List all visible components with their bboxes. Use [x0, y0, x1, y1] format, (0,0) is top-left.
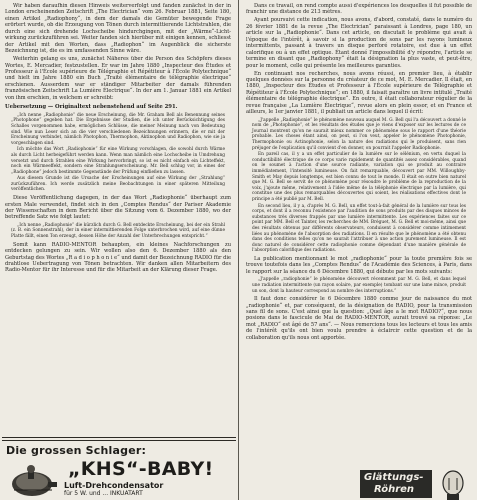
french-paragraph-3: En continuant nos recherches, nous avons réussi, en premier lieu, à établir quelques données sur la personne du créateur de ce mot, M. E. Mercadier. Il était, en 1880, „Inspecteur des Études et Professeur à l'École supérieure de Télégraphie et Répétiteur à l'École Polytechnique“; en 1880, il faisait paraître un livre intitulé „Traité élémentaire de télégraphie électrique“. En outre, il était collaborateur régulier de la revue française „La Lumière Électrique“, revue alors en plein essor, et en France et ailleurs, le 1er janvier 1881, il publiait un article dans lequel il écrit:: [246, 70, 472, 116]
german-paragraph-2: Weiterhin gelang es uns, zunächst Näheres über die Person des Schöpfers dieses Wortes, E. Mercadier, festzustellen. Er war im Jahre 1880 „Inspecteur des Études et Professeur à l'École supérieure de Télégraphie et Répétiteur à l'École Polytechnique“ und hielt im Jahre 1880 ein Buch „Traité élémentaire de télégraphie électrique“ erschienen. Ausserdem war er ständiger Mitarbeiter der damals führenden französischen Zeitschrift La Lumière Électrique“. In der am 1. Januar 1881 ein Artikel von ihm erschien, in welchem er schreibt:: [5, 56, 231, 101]
column-divider: [238, 0, 239, 500]
french-column: [246, 0, 472, 500]
french-comptes-quote: [252, 277, 466, 294]
german-quote-para-3: Aus diesem Grunde ist die Ursache der Erscheinungen auf eine Wirkung der „Strahlung“ zurückzuführen. Ich werde zusätzlich meine Beobachtungen in einer späteren Mitteilung veröffentlichen.: [11, 176, 225, 193]
german-paragraph-4: Somit kann RADIO-MENTOR behaupten, ein kleines Nachforschungen zu entdecken gelungen zu sein. Wir wollen also den 6. Dezember 1880 als den Geburtstag des Wortes „R a d i o p h o n i e“ und damit der Bezeichnung RADIO für die drahtlose Uebertragung von Tönen betrachten. Wir danken allen Mitarbeitern des Radio-Mentor für ihr Interesse und für die Mitarbeit an der Klärung dieser Frage.: [5, 241, 231, 274]
german-column: [5, 0, 231, 500]
french-comptes-quote-text: „J'appelle „radiophonie“ le phénomène découvert récemment par M. G. Bell, et dans lequel une radiation intermittente (un rayon solaire, par exemple) tombant sur une lame mince, produit un son, dont la hauteur correspond au nombre des interruptions.“: [252, 277, 466, 294]
ad-banner-line-1: Glättungs-: [364, 472, 424, 483]
french-paragraph-2: Ayant poursuivi cette indication, nous avons, d'abord, constaté, dans le numéro du 26 février 1881 de la revue „The Electrician“ paraissant à Londres, page 180, un article sur la „Radiophonie“. Dans cet article, on discutait le problème qui avait à l'époque de l'intérêt, à savoir si la production de sons par les rayons lumineux intermittents, passant à travers un disque perforé rotatoire, est due à un effet calorifique ou à un effet optique. Étant donné l'impossibilité d'y répondre, l'article se termine en disant que „Radiophony“ était la désignation la plus vaste, et peut-être, pour le moment, celle qui présente les meilleures garanties.: [246, 17, 472, 69]
french-quote-para-3: En second lieu, il y a, d'après M. G. Bell, un effet tout-à-fait général de la lumière sur tous les corps, et dont il a reconnu l'existence par l'audition de sons produits par des disques minces de substances très diverses frappés par une lumière intermittente. Les expériences faites sur ce point par MM. Bell et Tainter, les recherches de MM. Bréguet, M. G. Bell et moi-même, ainsi que des résultats obtenus par différents observateurs, conduisent à considérer comme intimement liées au phénomène de l'absorption des radiations. Il en résulte que le phénomène a été obtenu dans des conditions telles qu'on ne saurait l'attribuer à une action purement lumineuse. Il est donc naturel de considérer cette radiophonie comme dépendant d'une manière générale de l'absorption calorifique des radiations.: [252, 203, 466, 254]
french-quote-para-2: En pareil cas, il y a un effet particulier de la lumière sur le sélénium, en vertu duquel la conductibilité électrique de ce corps varie rapidement de quantités assez considérables, quand on le soumet à l'action d'une source radiante, variation qui se produit au contraire immédiatement, l'intensité lumineuse. On fait remarquable, découvert par MM. Willoughby-Smith et May depuis longtemps, est bien connu de tout le monde. Il était en outre bien naturel que M. G. Bell se servit de ce phénomène pour résoudre le problème de la reproduction de la voix, j'ajoute même, relativement à l'idée même de la téléphonie électrique par la lumière, qui constitue une des plus remarquables découvertes qui soient, les réalisations effectives dont le principe a été publié par M. Bell.: [252, 152, 466, 203]
french-quote-para-1: „J'appelle „Radiophonie“ le phénomène nouveau auquel M. G. Bell qui l'a découvert a donné le nom de „Photophonie“, et les résultats des études que je viens d'exposer sur les lectures de ce Journal montrent qu'on ne saurait mieux nommer ce phénomène sous le rapport d'une théorie probable. Les choses étant ainsi, on peut, si l'on veut, appeler le phénomène Photophonie, Thermophonie ou Actinophonie, selon la nature des radiations qui le produisent, sans rien préjuger de l'explication qu'il convient d'en donner, on pourrait l'appeler Radiophonie.: [252, 117, 466, 151]
ad-brand: „KHS“-BABY!: [68, 458, 214, 480]
french-paragraph-5: Il faut donc considérer le 6 Décembre 1880 comme jour de naissance du mot „radiophonie“ et, par conséquent, de la désignation de RADIO, pour la transmission sans fil de sons. C'est ainsi que la question: „Quel âge a le mot RADIO?“, que nous posions dans le fascicule de Mai de RADIO-MENTOR, aurait trouvé sa réponse: „Le mot „RADIO“ est âgé de 57 ans“. — Nous remercions tous les lecteurs et tous les amis de l'intérêt qu'ils ont bien voulu prendre à éclaircir cette question et de la collaboration qu'ils nous ont apportée.: [246, 296, 472, 341]
ad-banner-line-2: Röhren: [374, 484, 415, 495]
german-paragraph-1: Wir haben daraufhin diesen Hinweis weiterverfolgt und fanden zunächst in der in London erscheinenden Zeitschrift „The Electrician“ vom 26. Februar 1881, Seite 180, einen Artikel „Radiophony“, in dem der damals die Gemüter bewegende Frage erörtert wurde, ob die Erzeugung von Tönen durch intermittierende Lichtstrahlen, die durch eine sich drehende Lochscheibe hindurchgingen, mit der „Wärme“-Licht-wirkung zurückzuführen sei. Weiter fanden sich hierüber mit einigen kennen, schliesst der Artikel mit den Worten, dass „Radiophon“ im Augenblick die sicherste Bezeichnung ist, die es im umfassenden Sinne wäre.: [5, 3, 231, 55]
ad-headline: Die grossen Schlager:: [6, 444, 147, 457]
glow-tube-illustration-icon: [438, 470, 468, 500]
ad-product: Luft-Drehcondensator: [64, 481, 164, 490]
condenser-illustration-icon: [8, 464, 60, 498]
ad-left-rule: [2, 437, 236, 441]
ad-subline: für 5 W. und ... INKUATART: [64, 490, 143, 497]
glaettungs-roehren-advertisement[interactable]: [360, 470, 472, 500]
translation-heading: Uebersetzung — Originaltext nebenstehend auf Seite 291.: [5, 104, 178, 111]
ad-banner: [360, 470, 432, 498]
german-quote: [11, 113, 225, 193]
german-quote-para-1: „Ich nenne „Radiophonie“ die neue Erscheinung, die Mr. Graham Bell als Benennung seines „Photophone“ gegeben hat. Die Ergebnisse der Studien, die ich unter Berücksichtigung des Schalles vorgenommen habe, ermöglichen Schlüsse, die meiner Meinung nach von Bedeutung sind. Wie nun Leser sich an die vier verschiedenen Bezeichnungen erinnern, die er mit der Erscheinung verbindet, nämlich Photophon, Thermophon, Aktinophon und Radiophon, wie sie ja vorgeschlagen sind.: [11, 112, 225, 146]
french-paragraph-4: La publication mentionnant le mot „radiophonie“ pour la toute première fois se trouve toutefois dans les „Comptes Rendus“ de l'Académie des Sciences, à Paris, dans le rapport sur la séance du 6 Décembre 1880, qui débute par les mots suivants:: [246, 255, 472, 275]
german-comptes-quote-text: „Ich nenne „Radiophonie“ die kürzlich durch G. Bell entdeckte Erscheinung, bei der ein Strahl (z. B. ein Sonnenstrahl), der in einer intermittierenden Folge unterbrochen wird, auf eine dünne Platte fällt, einen Ton erzeugt, dessen Höhe der Anzahl der Unterbrechungen entspricht.“: [11, 222, 225, 240]
french-quote: [252, 118, 466, 254]
french-paragraph-1: Dans ce travail, on rend compte aussi d'expériences los desquelles il fut possible de franchir une distance de 213 mètres.: [246, 3, 472, 16]
german-quote-para-2: Ich möchte das Wort „Radiophonie“ für eine Wirkung vorschlagen, die sowohl durch Wärme als durch Licht herbeigeführt werden kann. Wenn man nämlich eine Lochscheibe in Umdrehung versetzt und durch Strahlen eine Wirkung hervorbringt, so ist es nicht einfach ein Lichteffekt, noch ein Wärmeeffekt, sondern eine Strahlungserscheinung. Mr. Bell schlug vor, in eines der „Radiophone“ jedoch bestimmte Gegenstände der Prüfung einfließen zu lassen.: [11, 147, 225, 175]
german-comptes-quote: [11, 223, 225, 240]
khs-baby-advertisement[interactable]: [6, 444, 230, 500]
german-paragraph-3: Diese Veröffentlichung dagegen, in der das Wort „Radiophonie“ überhaupt zum ersten Male verwendet, findet sich in den „Comptes Rendus“ der Pariser Akademie der Wissenschaften in dem Bericht über die Sitzung vom 6. Dezember 1880, wo der betreffende Satz wie folgt lautet:: [5, 195, 231, 221]
